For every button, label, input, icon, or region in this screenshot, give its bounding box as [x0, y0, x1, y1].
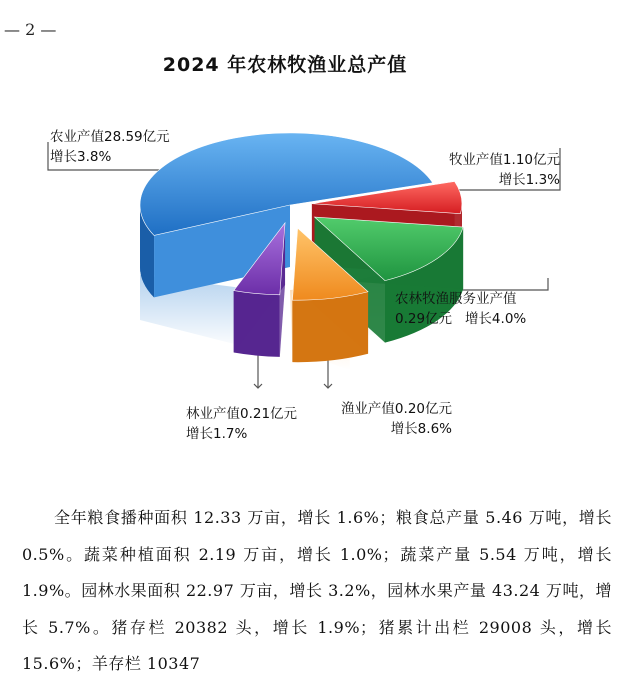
label-animal-husbandry: [428, 150, 560, 190]
label-services-value-growth: [395, 309, 545, 329]
label-agriculture-value: 农业产值28.59亿元: [50, 129, 170, 145]
label-fishery-growth: 增长8.6%: [390, 421, 452, 437]
label-fishery-value: 渔业产值0.20亿元: [340, 401, 452, 417]
label-animal-husbandry-value: 牧业产值1.10亿元: [448, 152, 560, 168]
label-services-growth: 增长4.0%: [464, 311, 527, 327]
label-fishery: [322, 399, 452, 439]
label-agriculture-growth: 增长3.8%: [50, 149, 112, 165]
chart-title: 2024 年农林牧渔业总产值: [162, 54, 408, 76]
label-services: [395, 289, 545, 329]
body-paragraph: 全年粮食播种面积 12.33 万亩，增长 1.6%；粮食总产量 5.46 万吨，增长 0.5%。蔬菜种植面积 2.19 万亩，增长 1.0%；蔬菜产量 5.54 万吨，增长 1.9%。园林水果面积 22.97 万亩，增长 3.2%，园林水果产量 43.24 万吨，增长 5.7%。猪存栏 20382 头，增长 1.9%；猪累计出栏 29008 头，增长 15.6%；羊存栏 10347: [22, 508, 612, 673]
page-number: — 2 —: [4, 20, 57, 39]
label-animal-husbandry-growth: 增长1.3%: [498, 172, 560, 188]
label-services-name: 农林牧渔服务业产值: [395, 291, 517, 307]
label-forestry: [186, 404, 297, 444]
label-forestry-value: 林业产值0.21亿元: [186, 406, 298, 422]
label-forestry-growth: 增长1.7%: [186, 426, 248, 442]
label-agriculture: [50, 127, 170, 167]
label-services-value: 0.29亿元: [395, 311, 453, 327]
